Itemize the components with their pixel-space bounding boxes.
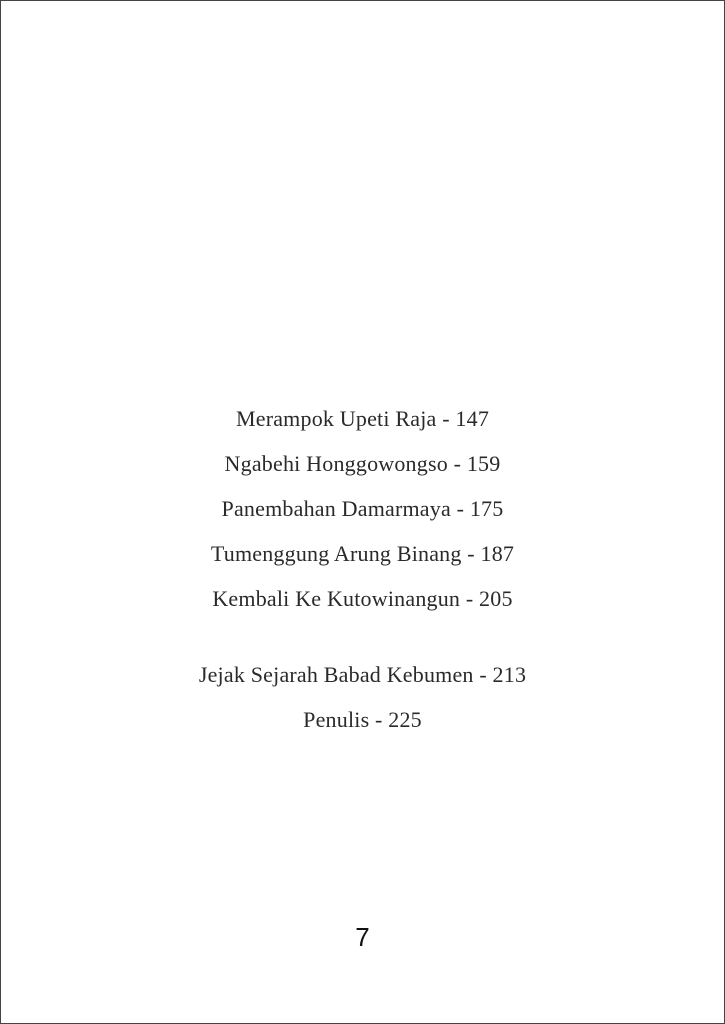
toc-entry: Penulis - 225 xyxy=(303,707,422,732)
toc-entry: Kembali Ke Kutowinangun - 205 xyxy=(212,586,513,611)
toc-entry: Panembahan Damarmaya - 175 xyxy=(221,496,504,521)
table-of-contents-section xyxy=(1,402,724,627)
toc-entry: Ngabehi Honggowongso - 159 xyxy=(224,451,501,476)
table-of-contents-appendix xyxy=(1,658,724,748)
toc-entry: Tumenggung Arung Binang - 187 xyxy=(210,541,515,566)
toc-entry: Merampok Upeti Raja - 147 xyxy=(235,406,490,431)
toc-entry: Jejak Sejarah Babad Kebumen - 213 xyxy=(198,662,527,687)
page-number: 7 xyxy=(355,922,370,952)
